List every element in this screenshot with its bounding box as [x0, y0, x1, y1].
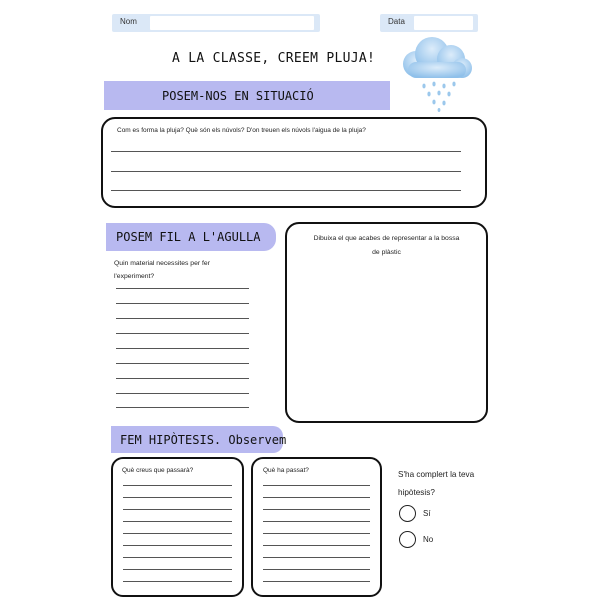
answer-line: [123, 485, 232, 486]
section2-question: [114, 258, 210, 284]
answer-line: [111, 151, 461, 152]
name-label: Nom: [120, 17, 137, 26]
page-title: A LA CLASSE, CREEM PLUJA!: [172, 51, 376, 66]
drawing-instruction-line1: Dibuixa el que acabes de representar a la bossa: [313, 235, 460, 242]
answer-line: [263, 509, 370, 510]
result-box[interactable]: [251, 457, 382, 597]
section2-heading-band: [106, 223, 276, 251]
section2-question-line1: Quin material necessites per fer: [114, 260, 210, 267]
section1-question: Com es forma la pluja? Què són els núvols? D'on treuen els núvols l'aigua de la pluja?: [117, 127, 366, 134]
section1-heading: POSEM-NOS EN SITUACIÓ: [162, 88, 314, 103]
name-input[interactable]: [150, 16, 314, 30]
prediction-question: Què creus que passarà?: [122, 467, 194, 474]
material-line[interactable]: [116, 318, 249, 319]
answer-line: [123, 557, 232, 558]
section1-answer-box[interactable]: [101, 117, 487, 208]
option-si-radio[interactable]: [399, 505, 416, 522]
answer-line: [123, 497, 232, 498]
answer-line: [263, 521, 370, 522]
answer-line: [263, 581, 370, 582]
answer-line: [111, 171, 461, 172]
material-line[interactable]: [116, 288, 249, 289]
material-line[interactable]: [116, 348, 249, 349]
hypothesis-check-line2: hipòtesis?: [398, 488, 435, 498]
answer-line: [123, 581, 232, 582]
name-field: [112, 14, 320, 32]
result-question: Què ha passat?: [263, 467, 309, 474]
answer-line: [263, 557, 370, 558]
answer-line: [263, 569, 370, 570]
drawing-box[interactable]: [285, 222, 488, 423]
material-line[interactable]: [116, 303, 249, 304]
answer-line: [263, 485, 370, 486]
material-line[interactable]: [116, 363, 249, 364]
section3-heading-band: [111, 426, 287, 453]
section1-heading-band: [104, 81, 390, 110]
answer-line: [123, 569, 232, 570]
hypothesis-check-line1: S'ha complert la teva: [398, 470, 475, 479]
option-no-radio[interactable]: [399, 531, 416, 548]
section2-question-line2: l'experiment?: [114, 272, 155, 280]
answer-line: [123, 545, 232, 546]
drawing-instruction: [287, 232, 486, 259]
answer-line: [263, 533, 370, 534]
hypothesis-check: [398, 466, 508, 502]
drawing-instruction-line2: de plàstic: [372, 248, 401, 256]
answer-line: [263, 497, 370, 498]
answer-line: [111, 190, 461, 191]
material-line[interactable]: [116, 333, 249, 334]
answer-line: [123, 509, 232, 510]
rain-cloud-icon: [396, 32, 476, 112]
answer-line: [123, 521, 232, 522]
option-no-label: No: [423, 535, 434, 544]
answer-line: [263, 545, 370, 546]
date-label: Data: [388, 17, 405, 26]
answer-line: [123, 533, 232, 534]
material-line[interactable]: [116, 378, 249, 379]
section2-heading: POSEM FIL A L'AGULLA: [116, 230, 261, 244]
section3-heading: FEM HIPÒTESIS. Observem: [120, 432, 287, 447]
option-si-label: Sí: [423, 509, 431, 518]
date-input[interactable]: [414, 16, 473, 30]
date-field: [380, 14, 478, 32]
material-line[interactable]: [116, 407, 249, 408]
prediction-box[interactable]: [111, 457, 244, 597]
material-line[interactable]: [116, 393, 249, 394]
